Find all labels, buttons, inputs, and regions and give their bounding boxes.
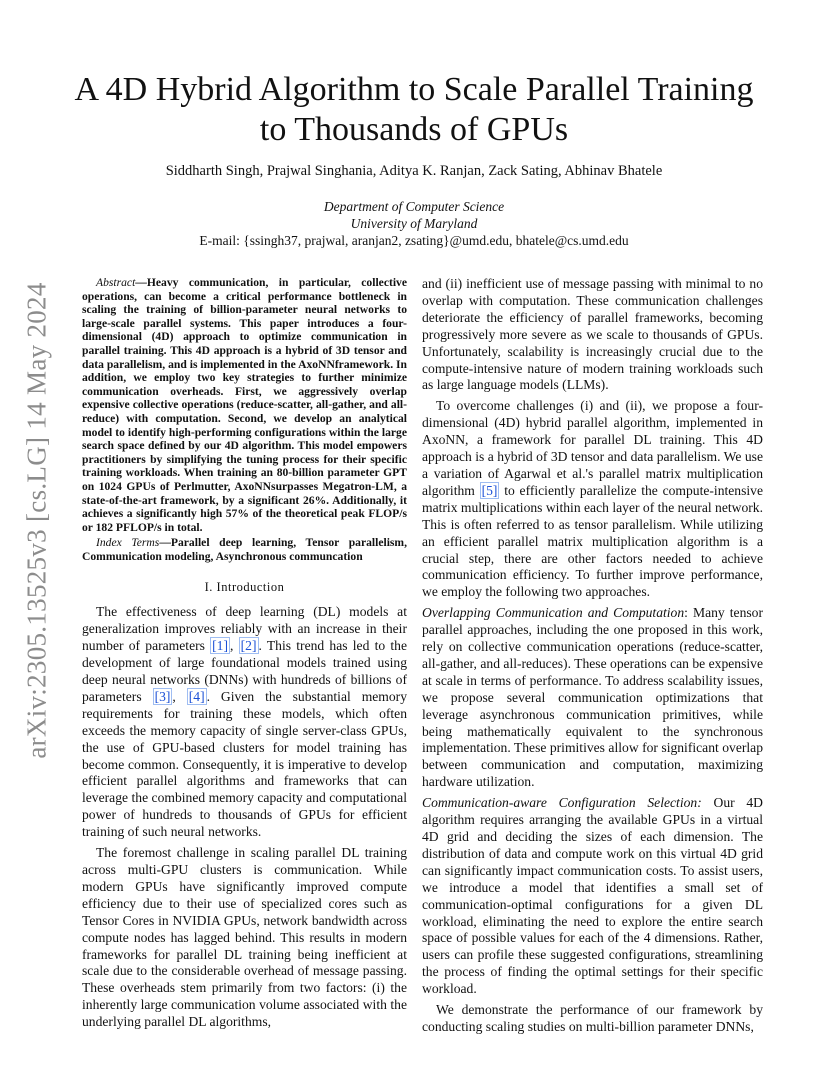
affiliation-block xyxy=(60,198,768,249)
abstract-lead: Abstract xyxy=(96,276,136,289)
paragraph-text: . This trend has led to the development of large foundational models trained using deep neural networks (DNNs) with hundreds of billions of parameters xyxy=(82,638,408,704)
run-in-heading: Overlapping Communication and Computation xyxy=(422,605,685,621)
left-column xyxy=(82,276,407,1031)
university: University of Maryland xyxy=(350,216,478,231)
config-selection-paragraph xyxy=(422,795,763,998)
index-terms xyxy=(82,536,407,563)
paragraph-text: : Many tensor parallel approaches, including the one proposed in this work, rely on collective communication operations (reduce-scatter, all-gather, and all-reduces). These operations can be expensive at scale in terms of performance. To address scalability issues, we propose several communication optimizations that leverage asynchronous communication primitives, while being mathematically equivalent to the synchronous implementation. These primitives allow for significant overlap between communication and computation, maximizing hardware utilization. xyxy=(422,605,764,790)
section-heading-introduction: I. Introduction xyxy=(204,580,285,595)
paragraph-text: To overcome challenges (i) and (ii), we propose a four-dimensional (4D) hybrid parallel algorithm, implemented in AxoNN, a framework for parallel DL training. This 4D approach is a hybrid of 3D tensor and data parallelism. We use a variation of Agarwal et al.'s parallel matrix multiplication algorithm xyxy=(422,398,763,498)
intro-paragraph-4 xyxy=(422,398,763,601)
right-column xyxy=(422,276,763,1036)
index-terms-text: —Parallel deep learning, Tensor parallelism, Communication modeling, Asynchronous communcation xyxy=(82,536,407,563)
intro-paragraph-1 xyxy=(82,604,407,841)
citation-link[interactable]: [1] xyxy=(212,638,229,654)
paper-title: A 4D Hybrid Algorithm to Scale Parallel Training to Thousands of GPUs xyxy=(74,71,754,148)
index-terms-lead: Index Terms xyxy=(96,536,160,550)
arxiv-identifier-text: arXiv:2305.13525v3 [cs.LG] 14 May 2024 xyxy=(21,281,52,759)
citation-link[interactable]: [5] xyxy=(481,482,498,498)
department: Department of Computer Science xyxy=(323,199,505,214)
overlap-paragraph xyxy=(422,605,763,791)
paragraph-text: . Given the substantial memory requirements for training these models, which often exceeds the memory capacity of single server-class GPUs, the use of GPU-based clusters for model training has become common. Consequently, it is imperative to develop efficient parallel algorithms and frameworks that can leverage the combined memory capacity and computational power of hundreds to thousands of GPUs for efficient training of such neural networks. xyxy=(82,688,407,840)
citation-link[interactable]: [2] xyxy=(240,638,257,654)
author-list: Siddharth Singh, Prajwal Singhania, Aditya K. Ranjan, Zack Sating, Abhinav Bhatele xyxy=(165,163,663,179)
citation-link[interactable]: [3] xyxy=(154,688,171,704)
intro-paragraph-3: and (ii) inefficient use of message passing with minimal to no overlap with computation. These communication challenges deteriorate the efficiency of parallel frameworks, becoming progressively more severe as we scale to thousands of GPUs. Unfortunately, scalability is increasingly crucial due to the compute-intensive nature of modern training workloads such as large language models (LLMs). xyxy=(422,276,763,393)
paragraph-text: to efficiently parallelize the compute-intensive matrix multiplications within each layer of the neural network. This is often referred to as tensor parallelism. While utilizing an efficient parallel matrix multiplication algorithm is a crucial step, there are other factors needed to achieve communication efficiency. To further improve performance, we employ the following two approaches. xyxy=(422,482,763,600)
paragraph-text: , xyxy=(172,688,187,704)
paragraph-text: Our 4D algorithm requires arranging the available GPUs in a virtual 4D grid and deciding the sizes of each dimension. The distribution of data and compute work on this virtual 4D grid can significantly impact communication costs. To assist users, we introduce a model that identifies a small set of communication-optimal configurations for a given DL workload, eliminating the need to explore the entire search space of possible values for each of the 4 dimensions. Rather, users can profile these suggested configurations, streamlining the process of finding the optimal settings for their specific workload. xyxy=(422,795,763,997)
email-line: E-mail: {ssingh37, prajwal, aranjan2, zsating}@umd.edu, bhatele@cs.umd.edu xyxy=(199,233,629,248)
run-in-heading: Communication-aware Configuration Selection: xyxy=(422,795,702,811)
abstract xyxy=(82,276,407,534)
intro-paragraph-5: We demonstrate the performance of our framework by conducting scaling studies on multi-billion parameter DNNs, xyxy=(422,1002,763,1034)
intro-paragraph-2: The foremost challenge in scaling parallel DL training across multi-GPU clusters is communication. While modern GPUs have significantly improved compute efficiency due to their use of specialized cores such as Tensor Cores in NVIDIA GPUs, network bandwidth across compute nodes has lagged behind. This results in modern frameworks for parallel DL training being inefficient at scale due to the considerable overhead of message passing. These overheads stem primarily from two factors: (i) the inherently large communication volume associated with the underlying parallel DL algorithms, xyxy=(82,845,407,1030)
citation-link[interactable]: [4] xyxy=(188,688,205,704)
arxiv-identifier-stamp xyxy=(16,280,58,760)
paragraph-text: The effectiveness of deep learning (DL) models at generalization improves reliably with an increase in their number of parameters xyxy=(82,604,407,654)
abstract-text: —Heavy communication, in particular, collective operations, can become a critical performance bottleneck in scaling the training of billion-parameter neural networks to large-scale parallel systems. This paper introduces a four-dimensional (4D) approach to optimize communication in parallel training. This 4D approach is a hybrid of 3D tensor and data parallelism, and is implemented in the AxoNNframework. In addition, we employ two key strategies to further minimize communication overheads. First, we aggressively overlap expensive collective operations (reduce-scatter, all-gather, and all-reduce) with computation. Second, we develop an analytical model to identify high-performing configurations within the large search space defined by our 4D algorithm. This model empowers practitioners by simplifying the tuning process for their specific training workloads. When training an 80-billion parameter GPT on 1024 GPUs of Perlmutter, AxoNNsurpasses Megatron-LM, a state-of-the-art framework, by a significant 26%. Additionally, it achieves a significantly high 57% of the theoretical peak FLOP/s or 182 PFLOP/s in total. xyxy=(82,276,407,534)
paragraph-text: , xyxy=(230,638,239,654)
